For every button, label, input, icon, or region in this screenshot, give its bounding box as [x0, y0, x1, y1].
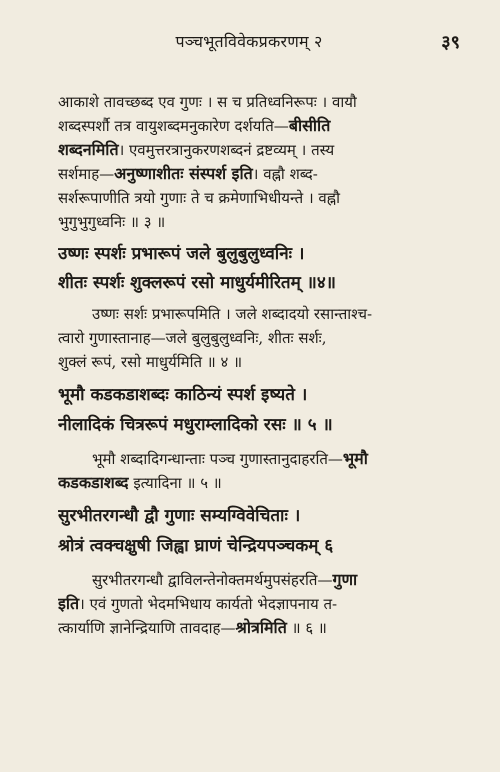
- commentary-line: त्वारो गुणास्तानाह—जले बुलुबुलुध्वनिः, शीतः सर्शः,: [58, 329, 327, 347]
- commentary-line: सर्शरूपाणीति त्रयो गुणाः ते च क्रमेणाभिधीयन्ते । वह्नौ: [58, 189, 340, 207]
- commentary-line: शब्दनमिति। एवमुत्तरत्रानुकरणशब्दनं द्रष्टव्यम् । तस्य: [58, 140, 335, 159]
- quoted-phrase: कडकडाशब्द: [58, 473, 129, 492]
- verse-line: श्रोत्रं त्वक्चक्षुषी जिह्वा घ्राणं चेन्द्रियपञ्चकम् ६: [58, 536, 334, 556]
- quoted-phrase: भूमौ: [342, 449, 368, 468]
- commentary-line: उष्णः सर्शः प्रभारूपमिति । जले शब्दादयो रसान्ताश्च-: [92, 305, 373, 323]
- commentary-line: त्कार्याणि ज्ञानेन्द्रियाणि तावदाह—श्रोत्रमिति ॥ ६ ॥: [58, 618, 327, 637]
- verse-line: सुरभीतरगन्धौ द्वौ गुणाः सम्यग्विवेचिताः ।: [58, 506, 301, 526]
- chapter-title: पञ्चभूतविवेकप्रकरणम् २: [175, 32, 323, 51]
- commentary-line: कडकडाशब्द इत्यादिना ॥ ५ ॥: [58, 473, 222, 492]
- quoted-phrase: गुणा: [332, 570, 358, 589]
- commentary-line: भूमौ शब्दादिगन्धान्ताः पञ्च गुणास्तानुदाहरति—भूमौ: [92, 449, 368, 468]
- verse-line: शीतः स्पर्शः शुक्लरूपं रसो माधुर्यमीरितम् ॥४॥: [58, 273, 336, 293]
- verse-line: नीलादिकं चित्ररूपं मधुराम्लादिको रसः ॥ ५ ॥: [58, 415, 333, 435]
- running-header: [38, 30, 460, 58]
- commentary-line: भुगुभुगुध्वनिः ॥ ३ ॥: [58, 213, 166, 231]
- verse-line: भूमौ कडकडाशब्दः काठिन्यं स्पर्श इष्यते ।: [58, 385, 308, 405]
- quoted-phrase: बीसीति: [288, 116, 331, 135]
- quoted-phrase: इति: [58, 594, 80, 613]
- commentary-line: सुरभीतरगन्धौ द्वाविलन्तेनोक्तमर्थमुपसंहरति—गुणा: [92, 570, 358, 589]
- commentary-line: आकाशे तावच्छब्द एव गुणः । स च प्रतिध्वनिरूपः । वायौ: [58, 93, 357, 111]
- commentary-line: शब्दस्पर्शौ तत्र वायुशब्दमनुकारेण दर्शयति—बीसीति: [58, 116, 331, 135]
- quoted-phrase: शब्दनमिति: [58, 140, 119, 159]
- commentary-line: सर्शमाह—अनुष्णाशीतः संस्पर्श इति। वह्नौ शब्द-: [58, 164, 318, 183]
- commentary-line: इति। एवं गुणतो भेदमभिधाय कार्यतो भेदज्ञापनाय त-: [58, 594, 338, 613]
- quoted-phrase: श्रोत्रमिति: [235, 618, 287, 637]
- quoted-phrase: अनुष्णाशीतः संस्पर्श इति: [114, 164, 253, 183]
- page-number: ३९: [441, 32, 460, 53]
- verse-line: उष्णः स्पर्शः प्रभारूपं जले बुलुबुलुध्वनिः ।: [58, 244, 305, 264]
- commentary-line: शुक्लं रूपं, रसो माधुर्यमिति ॥ ४ ॥: [58, 353, 243, 371]
